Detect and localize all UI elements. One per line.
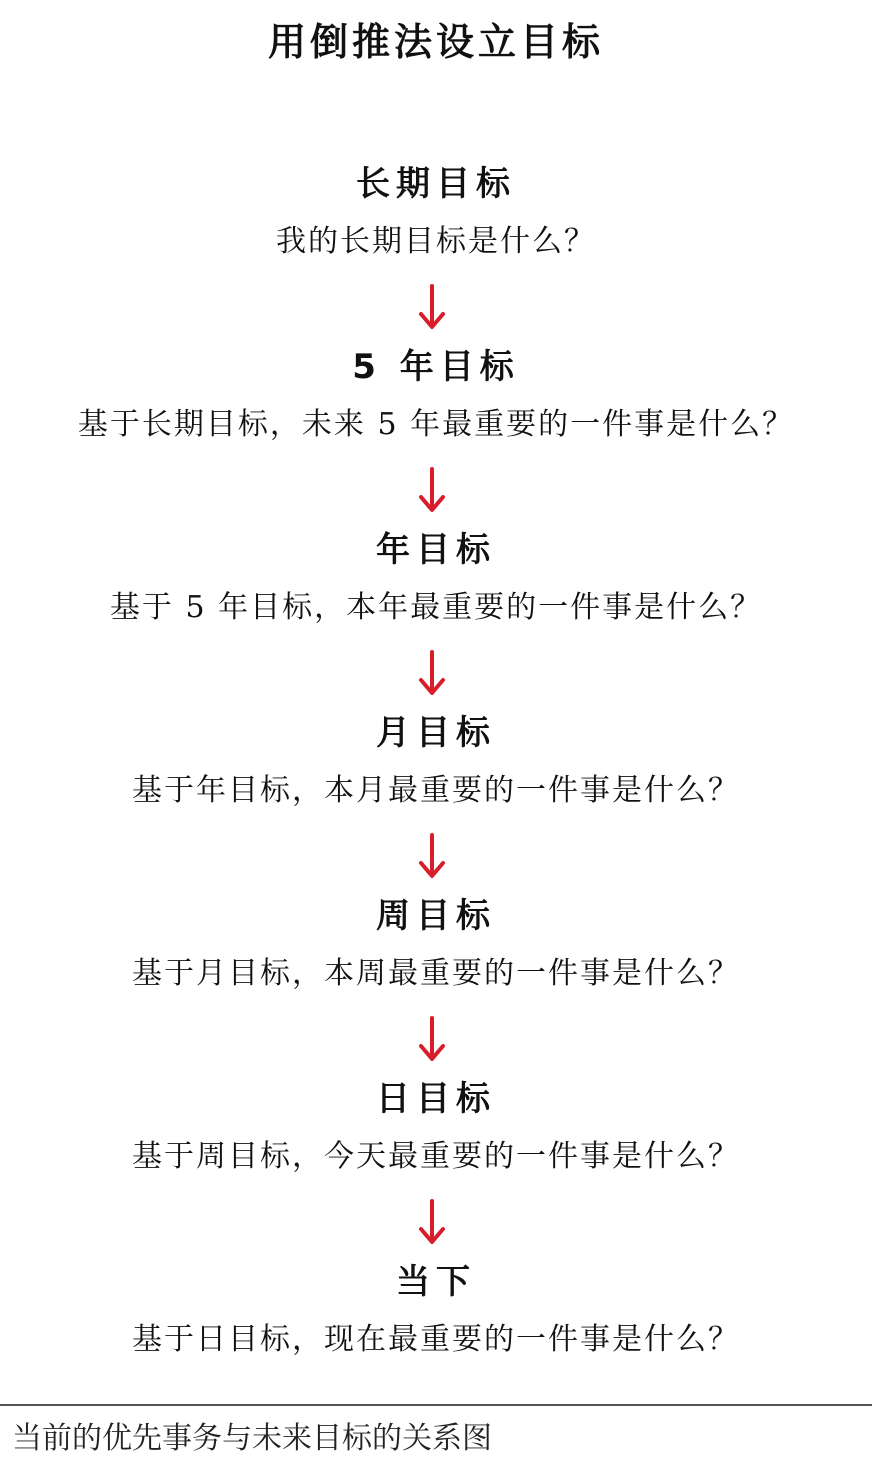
down-arrow-icon: [417, 284, 447, 330]
step-year: [0, 526, 872, 630]
step-title: 长期目标: [356, 164, 516, 204]
down-arrow-icon: [417, 467, 447, 513]
step-question: 基于 5 年目标，本年最重要的一件事是什么？: [109, 590, 763, 625]
step-title: 月目标: [376, 713, 496, 753]
step-question: 基于月目标，本周最重要的一件事是什么？: [132, 956, 740, 991]
step-question: 基于周目标，今天最重要的一件事是什么？: [132, 1139, 740, 1174]
step-question: 基于日目标，现在最重要的一件事是什么？: [132, 1322, 740, 1357]
diagram-title: 用倒推法设立目标: [267, 20, 604, 64]
step-question: 基于长期目标，未来 5 年最重要的一件事是什么？: [77, 407, 795, 442]
step-title: 5 年目标: [352, 347, 520, 387]
step-title: 当下: [396, 1262, 476, 1302]
step-month: [0, 709, 872, 813]
step-long-term: [0, 160, 872, 264]
down-arrow-icon: [417, 1016, 447, 1062]
step-title: 日目标: [376, 1079, 496, 1119]
step-title: 年目标: [376, 530, 496, 570]
step-five-year: [0, 343, 872, 447]
step-now: [0, 1258, 872, 1362]
step-week: [0, 892, 872, 996]
figure-caption: 当前的优先事务与未来目标的关系图: [12, 1421, 492, 1456]
step-title: 周目标: [376, 896, 496, 936]
step-question: 基于年目标，本月最重要的一件事是什么？: [132, 773, 740, 808]
step-question: 我的长期目标是什么？: [276, 224, 596, 259]
down-arrow-icon: [417, 1199, 447, 1245]
step-day: [0, 1075, 872, 1179]
down-arrow-icon: [417, 833, 447, 879]
down-arrow-icon: [417, 650, 447, 696]
caption-divider: [0, 1404, 872, 1406]
